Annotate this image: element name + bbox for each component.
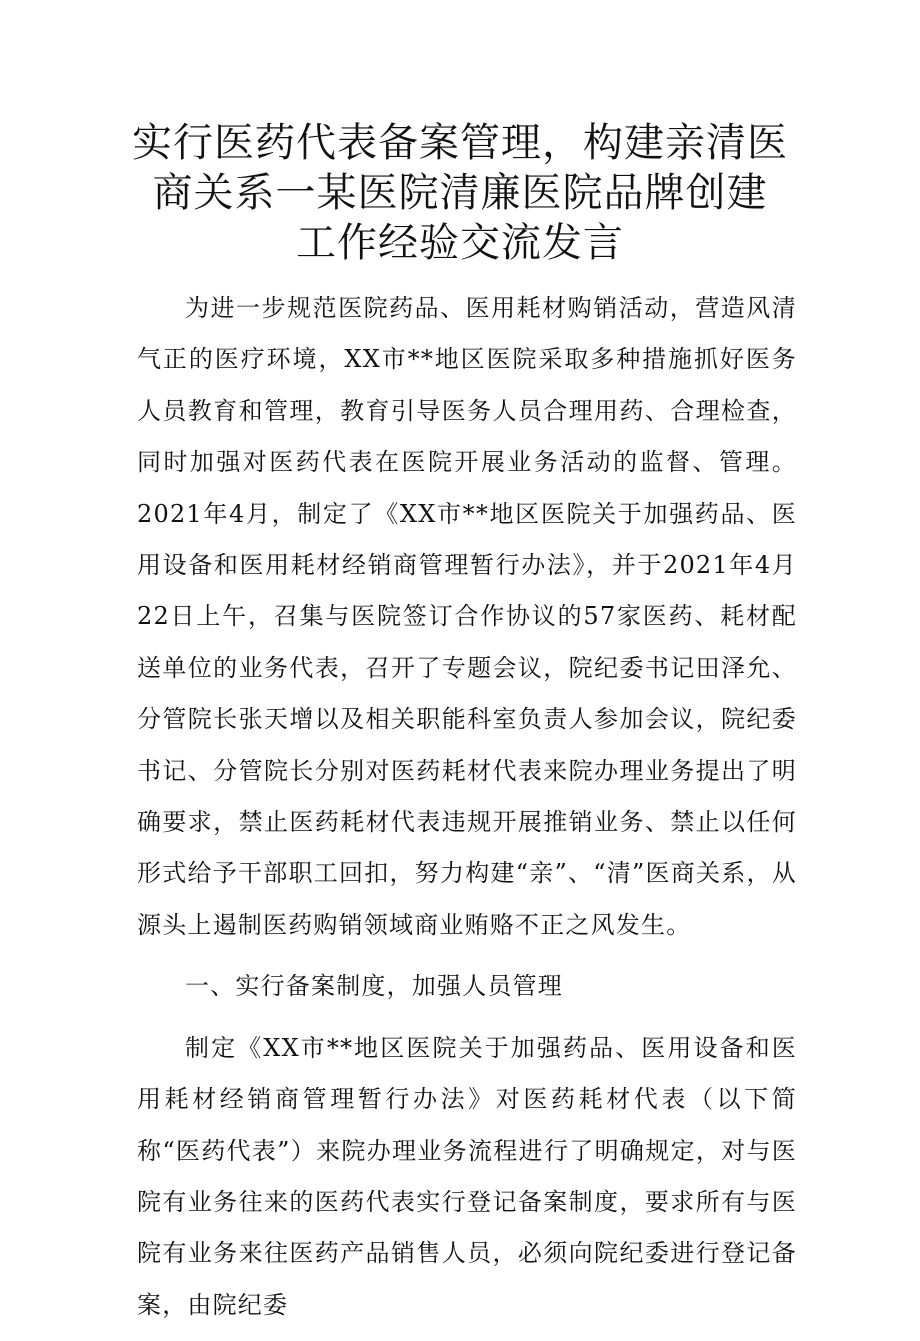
title-line-2: 商关系一某医院清廉医院品牌创建 xyxy=(152,170,768,216)
section-heading: 一、实行备案制度，加强人员管理 xyxy=(185,972,563,1001)
document-title xyxy=(120,118,800,268)
title-line-3: 工作经验交流发言 xyxy=(296,220,624,266)
title-line-1: 实行医药代表备案管理，构建亲清医 xyxy=(132,120,788,166)
section-paragraph: 制定《XX市**地区医院关于加强药品、医用设备和医用耗材经销商管理暂行办法》对医药耗材代表（以下简称“医药代表”）来院办理业务流程进行了明确规定，对与医院有业务往来的医药代表实行登记备案制度，要求所有与医院有业务来往医药产品销售人员，必须向院纪委进行登记备案，由院纪委 xyxy=(137,1033,797,1319)
document-body xyxy=(137,283,797,1341)
intro-paragraph: 为进一步规范医院药品、医用耗材购销活动，营造风清气正的医疗环境，XX市**地区医院采取多种措施抓好医务人员教育和管理，教育引导医务人员合理用药、合理检查，同时加强对医药代表在医院开展业务活动的监督、管理。2021年4月，制定了《XX市**地区医院关于加强药品、医用设备和医用耗材经销商管理暂行办法》，并于2021年4月22日上午，召集与医院签订合作协议的57家医药、耗材配送单位的业务代表，召开了专题会议，院纪委书记田泽允、分管院长张天增以及相关职能科室负责人参加会议，院纪委书记、分管院长分别对医药耗材代表来院办理业务提出了明确要求，禁止医药耗材代表违规开展推销业务、禁止以任何形式给予干部职工回扣，努力构建“亲”、“清”医商关系，从源头上遏制医药购销领域商业贿赂不正之风发生。 xyxy=(137,294,797,939)
